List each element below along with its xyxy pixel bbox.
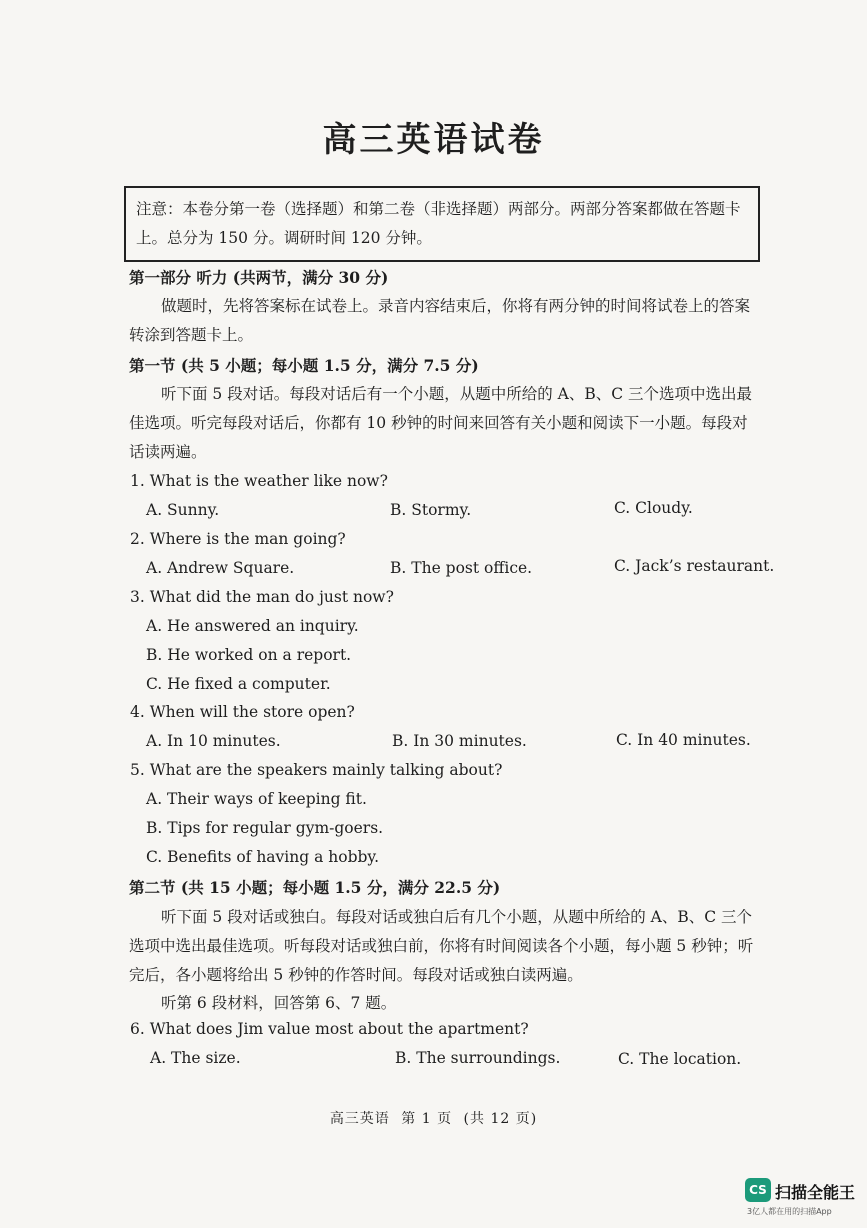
- question-5-stem: 5. What are the speakers mainly talking about?: [130, 761, 503, 779]
- watermark-name: 扫描全能王: [775, 1183, 856, 1202]
- question-3-option-a: A. He answered an inquiry.: [146, 617, 359, 635]
- question-5-option-a: A. Their ways of keeping fit.: [146, 790, 367, 808]
- section2-heading: 第二节 (共 15 小题；每小题 1.5 分，满分 22.5 分): [129, 878, 501, 897]
- section2-instructions: 听下面 5 段对话或独白。每段对话或独白后有几个小题，从题中所给的 A、B、C 三个选项中选出最佳选项。听每段对话或独白前，你将有时间阅读各个小题，每小题 5 秒钟；听完后，各小题将给出 5 秒钟的作答时间。每段对话或独白读两遍。: [129, 908, 754, 984]
- camscanner-logo-icon: CS: [745, 1178, 771, 1202]
- question-4-stem: 4. When will the store open?: [130, 703, 355, 721]
- material-note: 听第 6 段材料，回答第 6、7 题。: [161, 994, 397, 1012]
- question-2-option-b: B. The post office.: [390, 559, 533, 577]
- question-2-option-c: C. Jack’s restaurant.: [614, 557, 775, 575]
- notice-box: 注意：本卷分第一卷（选择题）和第二卷（非选择题）两部分。两部分答案都做在答题卡上。总分为 150 分。调研时间 120 分钟。: [124, 186, 760, 262]
- question-4-option-c: C. In 40 minutes.: [616, 731, 751, 749]
- question-6-stem: 6. What does Jim value most about the apartment?: [130, 1020, 529, 1038]
- question-3-stem: 3. What did the man do just now?: [130, 588, 394, 606]
- question-3-option-c: C. He fixed a computer.: [146, 675, 331, 693]
- question-4-option-b: B. In 30 minutes.: [392, 732, 527, 750]
- question-6-option-b: B. The surroundings.: [395, 1049, 561, 1067]
- section1-heading: 第一节 (共 5 小题；每小题 1.5 分，满分 7.5 分): [129, 356, 479, 375]
- question-5-option-b: B. Tips for regular gym-goers.: [146, 819, 384, 837]
- section1-instructions: 听下面 5 段对话。每段对话后有一个小题，从题中所给的 A、B、C 三个选项中选出最佳选项。听完每段对话后，你都有 10 秒钟的时间来回答有关小题和阅读下一小题。每段对话读两遍。: [129, 385, 753, 461]
- part1-heading: 第一部分 听力 (共两节，满分 30 分): [129, 268, 389, 287]
- question-3-option-b: B. He worked on a report.: [146, 646, 352, 664]
- question-1-option-b: B. Stormy.: [390, 501, 472, 519]
- question-1-option-a: A. Sunny.: [146, 501, 220, 519]
- part1-instructions: 做题时，先将答案标在试卷上。录音内容结束后，你将有两分钟的时间将试卷上的答案转涂到答题卡上。: [129, 297, 751, 344]
- question-5-option-c: C. Benefits of having a hobby.: [146, 848, 380, 866]
- scanner-watermark: [745, 1178, 859, 1222]
- page-footer: [0, 1108, 867, 1128]
- question-6-option-c: C. The location.: [618, 1050, 742, 1068]
- question-1-option-c: C. Cloudy.: [614, 499, 693, 517]
- footer-page: 第 1 页: [401, 1111, 453, 1127]
- watermark-tagline: 3亿人都在用的扫描App: [747, 1207, 832, 1216]
- question-2-option-a: A. Andrew Square.: [146, 559, 295, 577]
- question-6-option-a: A. The size.: [150, 1049, 241, 1067]
- question-4-option-a: A. In 10 minutes.: [146, 732, 281, 750]
- question-1-stem: 1. What is the weather like now?: [130, 472, 388, 490]
- footer-total: (共 12 页): [463, 1111, 538, 1127]
- footer-subject: 高三英语: [329, 1111, 390, 1127]
- question-2-stem: 2. Where is the man going?: [130, 530, 346, 548]
- exam-title: 高三英语试卷: [322, 120, 545, 160]
